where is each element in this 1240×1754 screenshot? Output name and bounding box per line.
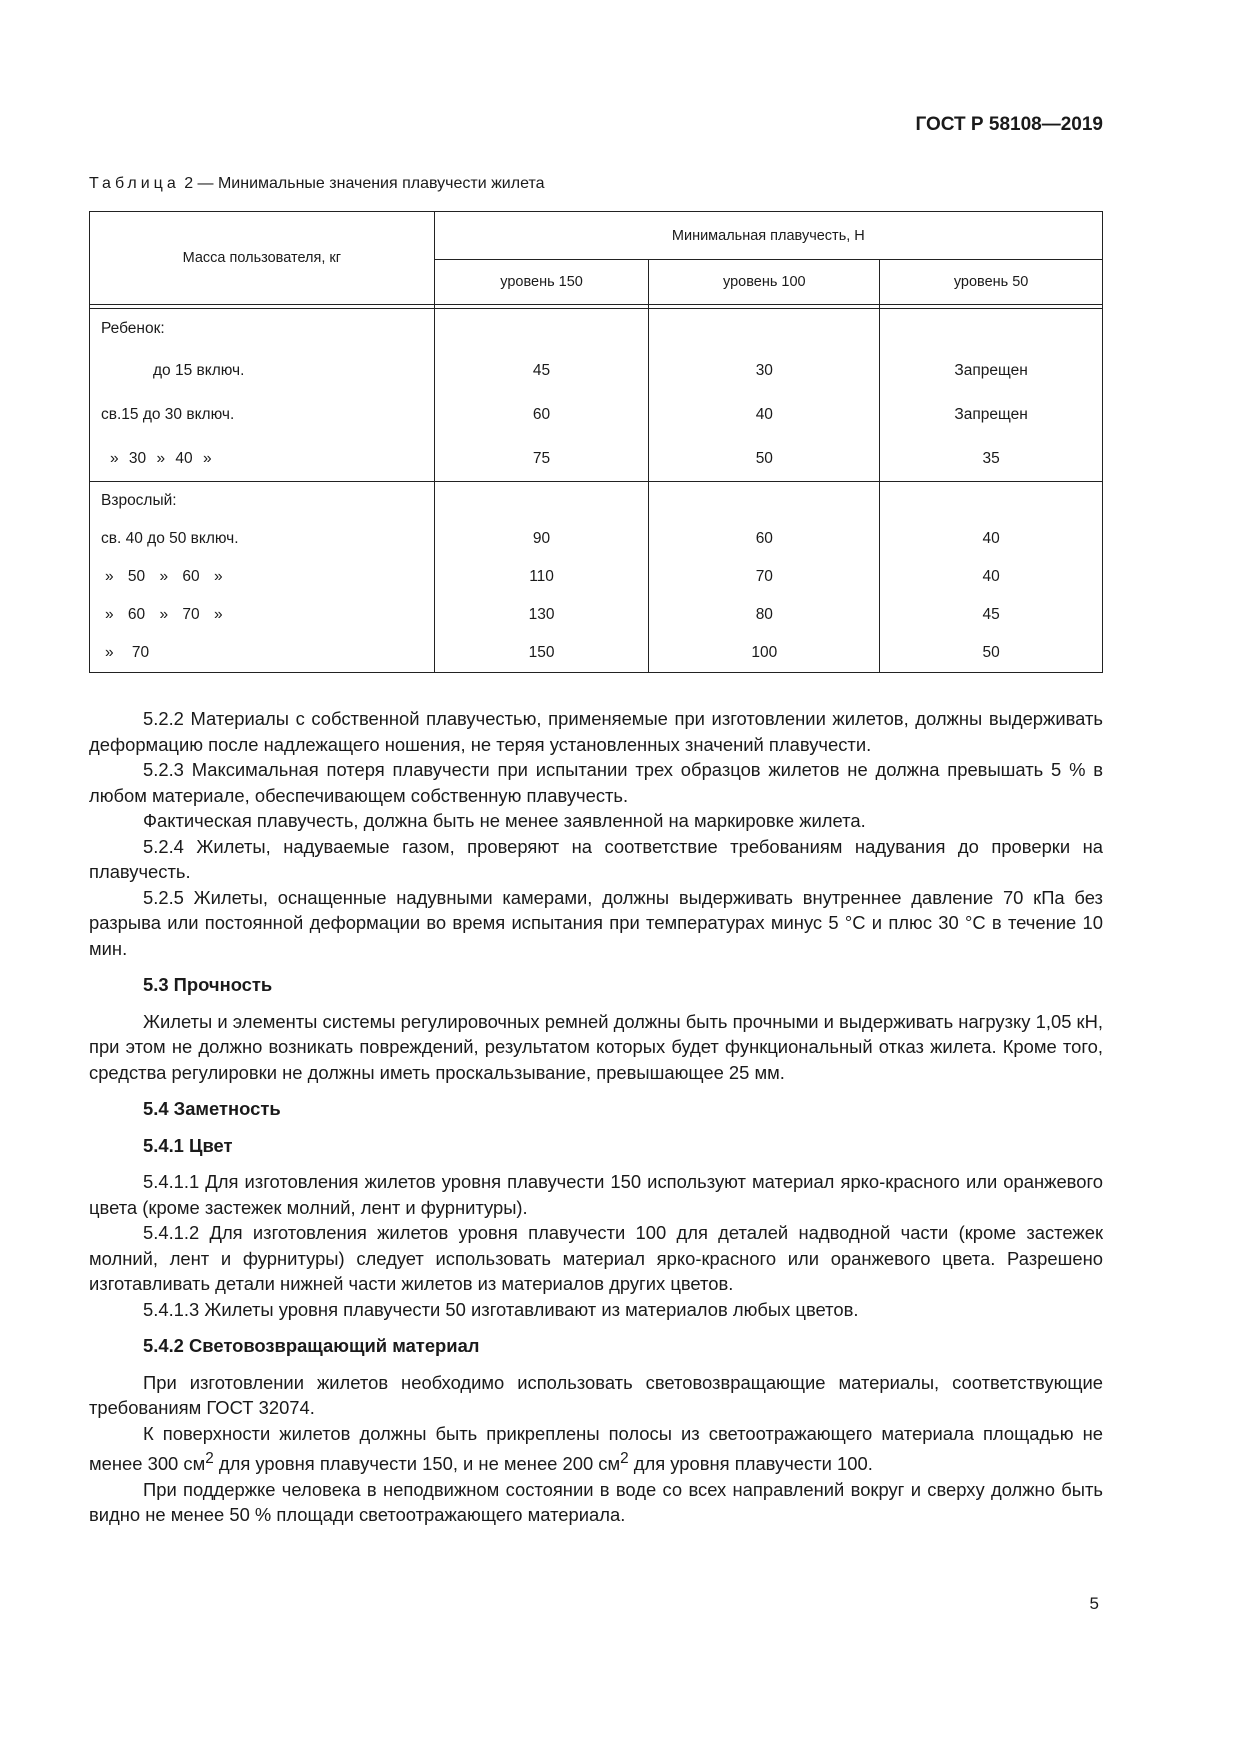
table-cell: 45 [982,606,1000,623]
adult-label: Взрослый: [101,492,177,509]
table-caption-word: Таблица [89,175,180,192]
table-cell: 45 [532,362,551,379]
paragraph-5-3: Жилеты и элементы системы регулировочных ремней должны быть прочными и выдерживать нагрузку 1,05 кН, при этом не должно возникать повреждений, результатом которых будет функциональный отказ жилета. Кроме того, средства регулировки не должны иметь проскальзывание, превышающее 25 мм. [89,1010,1103,1083]
col-header-level-100: уровень 100 [649,260,880,305]
adult-values-150 [434,482,649,673]
table-section-adult [90,482,435,673]
table-cell: 70 [755,568,773,585]
heading-5-4: 5.4 Заметность [143,1098,281,1119]
table-caption-text: 2 — Минимальные значения плавучести жилета [184,175,545,192]
child-label: Ребенок: [101,320,165,337]
body-text [89,706,1103,1528]
paragraph-5-4-2-a: При изготовлении жилетов необходимо использовать световозвращающие материалы, соответствующие требованиям ГОСТ 32074. [89,1371,1103,1418]
col-header-min-buoyancy: Минимальная плавучесть, Н [434,212,1102,260]
child-values-150 [434,309,649,482]
table-row-mass: » 50 » 60 » [105,568,223,585]
paragraph-5-4-2-b [89,1421,1103,1477]
paragraph-5-2-4: 5.2.4 Жилеты, надуваемые газом, проверяют на соответствие требованиям надувания до проверки на плавучесть. [89,835,1103,882]
table-cell: 75 [532,450,551,467]
table-cell: 150 [528,644,555,661]
page-number: 5 [1089,1594,1099,1613]
col-header-mass: Масса пользователя, кг [90,212,435,305]
col-header-level-150: уровень 150 [434,260,649,305]
table-cell: 100 [751,644,778,661]
paragraph-5-2-3: 5.2.3 Максимальная потеря плавучести при испытании трех образцов жилетов не должна превышать 5 % в любом материале, обеспечивающем собственную плавучесть. [89,759,1103,806]
table-cell: 90 [532,530,551,547]
table-cell: 50 [755,450,773,467]
table-cell: 80 [755,606,773,623]
heading-5-4-1: 5.4.1 Цвет [143,1134,233,1156]
table-row-mass: св. 40 до 50 включ. [101,530,239,547]
paragraph-5-4-1-3: 5.4.1.3 Жилеты уровня плавучести 50 изготавливают из материалов любых цветов. [143,1298,859,1320]
superscript: 2 [620,1450,629,1467]
table-cell: 40 [982,530,1000,547]
paragraph-5-4-1-1: 5.4.1.1 Для изготовления жилетов уровня плавучести 150 используют материал ярко-красного или оранжевого цвета (кроме застежек молний, лент и фурнитуры). [89,1171,1103,1218]
child-values-50 [880,309,1103,482]
text-run: К поверхности жилетов должны быть прикреплены полосы из светоотражающего материала площадью не менее 300 см [89,1422,1103,1475]
table-cell: 40 [982,568,1000,585]
document-id: ГОСТ Р 58108—2019 [915,114,1103,135]
table-cell: 130 [528,606,555,623]
paragraph-5-2-5: 5.2.5 Жилеты, оснащенные надувными камерами, должны выдерживать внутреннее давление 70 кПа без разрыва или постоянной деформации во время испытания при температурах минус 5 °С и плюс 30 °С в течение 10 мин. [89,886,1103,959]
table-cell: 35 [982,450,1000,467]
superscript: 2 [205,1450,214,1467]
buoyancy-table [89,211,1103,673]
table-cell: 60 [532,406,551,423]
table-caption [89,175,544,193]
table-cell: 30 [755,362,773,379]
table-row-mass: » 60 » 70 » [105,606,223,623]
text-run: для уровня плавучести 150, и не менее 200 см [213,1453,621,1475]
table-cell: 50 [982,644,1000,661]
heading-5-4-2: 5.4.2 Световозвращающий материал [143,1335,480,1356]
table-row-mass: до 15 включ. [153,362,245,379]
table-section-child [90,309,435,482]
child-values-100 [649,309,880,482]
table-cell: Запрещен [954,406,1028,423]
table-cell: 40 [755,406,773,423]
table-row-mass: » 70 [105,644,150,661]
paragraph-5-4-1-2: 5.4.1.2 Для изготовления жилетов уровня плавучести 100 для деталей надводной части (кроме застежек молний, лент и фурнитуры) следует использовать материал ярко-красного или оранжевого цвета. Разрешено изготавливать детали нижней части жилетов из материалов других цветов. [89,1222,1103,1294]
paragraph-5-4-2-c: При поддержке человека в неподвижном состоянии в воде со всех направлений вокруг и сверху должно быть видно не менее 50 % площади светоотражающего материала. [89,1478,1103,1526]
col-header-level-50: уровень 50 [880,260,1103,305]
table-row-mass: св.15 до 30 включ. [101,406,235,423]
text-run: для уровня плавучести 100. [628,1453,873,1475]
adult-values-100 [649,482,880,673]
table-cell: 110 [529,568,554,585]
heading-5-3: 5.3 Прочность [143,974,273,995]
paragraph-5-2-2: 5.2.2 Материалы с собственной плавучестью, применяемые при изготовлении жилетов, должны выдерживать деформацию после надлежащего ношения, не теряя установленных значений плавучести. [89,708,1103,755]
table-cell: Запрещен [954,362,1028,379]
paragraph-5-2-3-note: Фактическая плавучесть, должна быть не менее заявленной на маркировке жилета. [143,810,866,831]
adult-values-50 [880,482,1103,673]
table-cell: 60 [755,530,773,547]
table-row-mass: » 30 » 40 » [110,450,212,467]
